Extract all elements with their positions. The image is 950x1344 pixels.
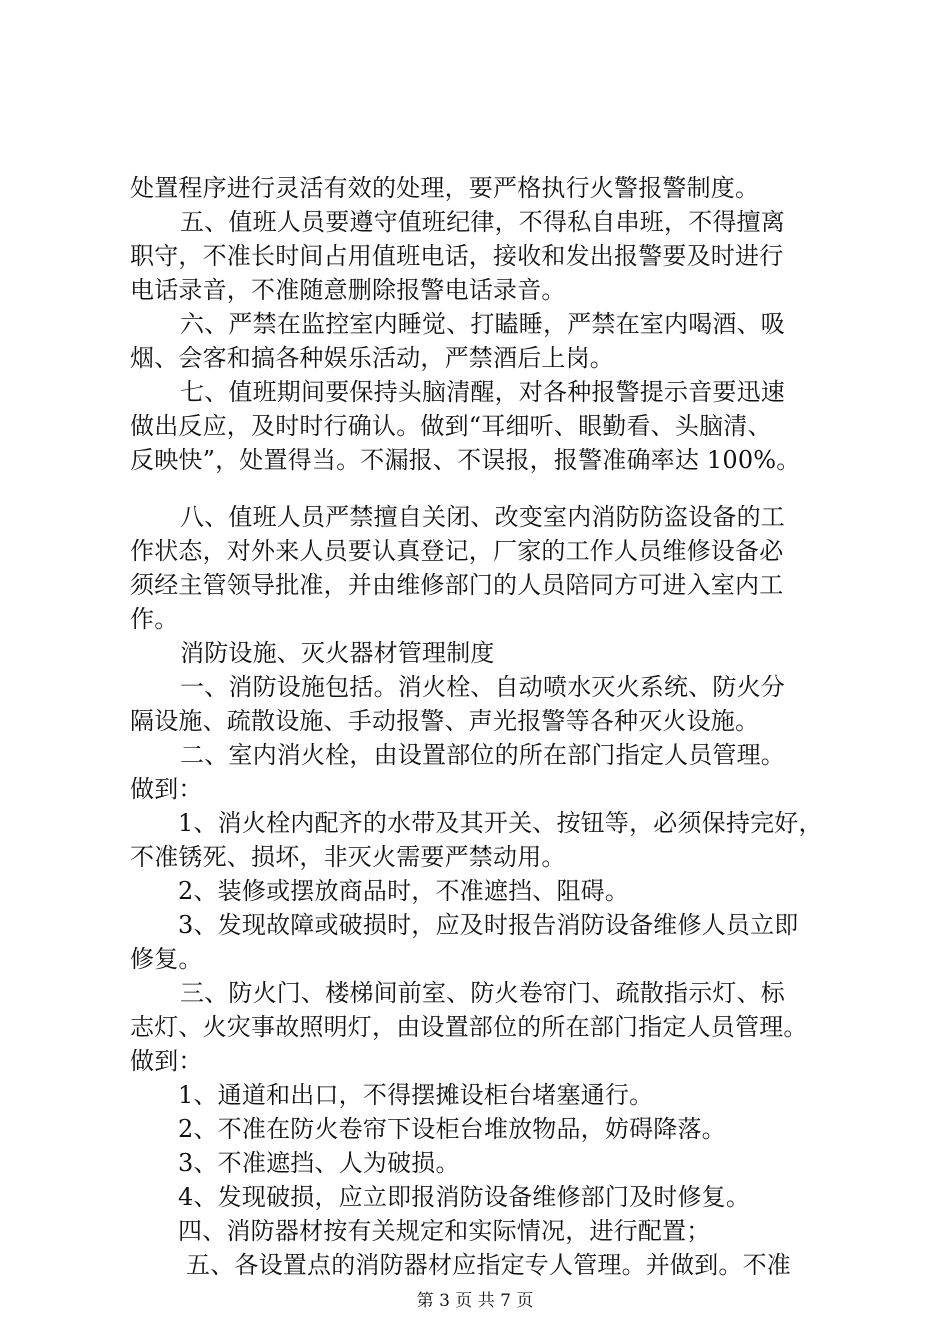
text-line: 作状态，对外来人员要认真登记，厂家的工作人员维修设备必 bbox=[130, 537, 784, 565]
text-line: 二、室内消火栓，由设置部位的所在部门指定人员管理。 bbox=[180, 741, 785, 769]
text-line: 六、严禁在监控室内睡觉、打瞌睡，严禁在室内喝酒、吸 bbox=[180, 310, 785, 338]
page-number-footer: 第 3 页 共 7 页 bbox=[416, 1291, 534, 1311]
text-line: 反映快”，处置得当。不漏报、不误报，报警准确率达 100%。 bbox=[130, 446, 801, 474]
text-line: 2、不准在防火卷帘下设柜台堆放物品，妨碍降落。 bbox=[178, 1115, 726, 1143]
text-line: 1、消火栓内配齐的水带及其开关、按钮等，必须保持完好， bbox=[178, 809, 823, 837]
text-line: 四、消防器材按有关规定和实际情况，进行配置； bbox=[178, 1217, 711, 1245]
text-line: 须经主管领导批准，并由维修部门的人员陪同方可进入室内工 bbox=[130, 571, 784, 599]
text-line: 3、不准遮挡、人为破损。 bbox=[178, 1149, 460, 1177]
text-line: 职守，不准长时间占用值班电话，接收和发出报警要及时进行 bbox=[130, 242, 784, 270]
text-line: 志灯、火灾事故照明灯，由设置部位的所在部门指定人员管理。 bbox=[130, 1013, 808, 1041]
text-line: 七、值班期间要保持头脑清醒，对各种报警提示音要迅速 bbox=[180, 378, 785, 406]
text-line: 五、各设置点的消防器材应指定专人管理。并做到。不准 bbox=[186, 1251, 791, 1279]
section-heading: 消防设施、灭火器材管理制度 bbox=[180, 639, 495, 667]
text-line: 五、值班人员要遵守值班纪律，不得私自串班，不得擅离 bbox=[180, 208, 785, 236]
text-line: 隔设施、疏散设施、手动报警、声光报警等各种灭火设施。 bbox=[130, 707, 760, 735]
text-line: 3、发现故障或破损时，应及时报告消防设备维修人员立即 bbox=[178, 911, 799, 939]
text-line: 4、发现破损，应立即报消防设备维修部门及时修复。 bbox=[178, 1183, 751, 1211]
text-line: 做到： bbox=[130, 775, 203, 803]
text-line: 做到： bbox=[130, 1047, 203, 1075]
text-line: 1、通道和出口，不得摆摊设柜台堵塞通行。 bbox=[178, 1081, 654, 1109]
text-line: 三、防火门、楼梯间前室、防火卷帘门、疏散指示灯、标 bbox=[180, 979, 785, 1007]
text-line: 不准锈死、损坏，非灭火需要严禁动用。 bbox=[130, 843, 566, 871]
text-line: 电话录音，不准随意删除报警电话录音。 bbox=[130, 276, 566, 304]
text-line: 修复。 bbox=[130, 945, 203, 973]
text-line: 处置程序进行灵活有效的处理，要严格执行火警报警制度。 bbox=[130, 174, 760, 202]
text-line: 2、装修或摆放商品时，不准遮挡、阻碍。 bbox=[178, 877, 630, 905]
text-line: 作。 bbox=[130, 605, 179, 633]
text-line: 一、消防设施包括。消火栓、自动喷水灭火系统、防火分 bbox=[180, 673, 785, 701]
text-line: 做出反应，及时时行确认。做到“耳细听、眼勤看、头脑清、 bbox=[130, 412, 772, 440]
text-line: 烟、会客和搞各种娱乐活动，严禁酒后上岗。 bbox=[130, 344, 614, 372]
text-line: 八、值班人员严禁擅自关闭、改变室内消防防盗设备的工 bbox=[180, 503, 785, 531]
